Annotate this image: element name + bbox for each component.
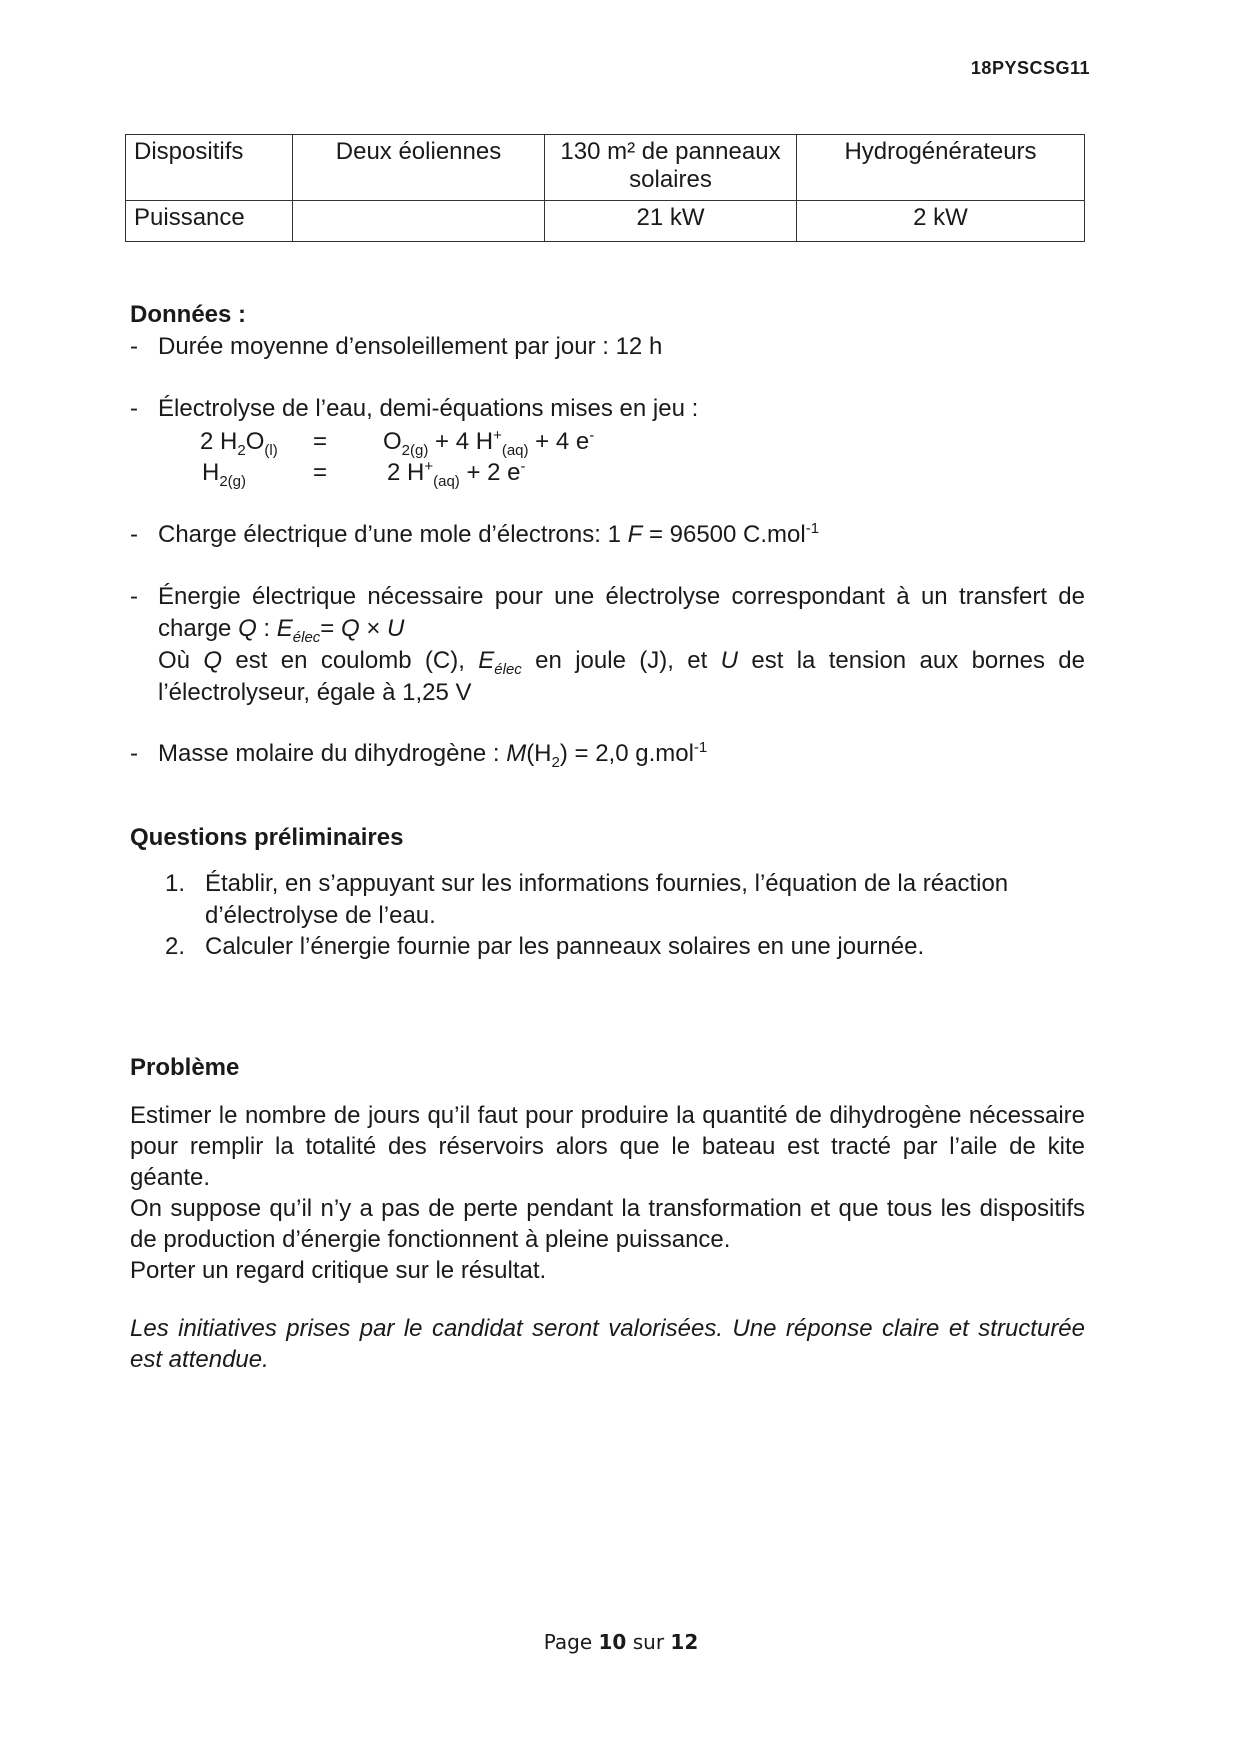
question-item-2: 2. Calculer l’énergie fournie par les panneaux solaires en une journée. (165, 933, 925, 960)
table-row (126, 201, 1085, 242)
table-cell: Deux éoliennes (293, 135, 545, 201)
table-cell: 130 m² de panneaux solaires (545, 135, 797, 201)
candidate-note: Les initiatives prises par le candidat seront valorisées. Une réponse claire et structurée est attendue. (130, 1315, 1085, 1373)
questions-heading: Questions préliminaires (130, 824, 404, 851)
half-equation-1-equal: = (313, 428, 328, 455)
table-row (126, 135, 1085, 201)
devices-table (125, 134, 1085, 242)
table-cell: Puissance (126, 201, 293, 242)
page-number: Page 10 sur 12 (543, 1630, 699, 1654)
document-code: 18PYSCSG11 (970, 58, 1090, 78)
half-equation-1-left: 2 $H_2O_{(l)}$ (200, 428, 278, 459)
probleme-paragraph: Estimer le nombre de jours qu’il faut pour produire la quantité de dihydrogène nécessaire pour remplir la totalité des réservoirs alors que le bateau est tracté par l’aile de kite géante. On suppose qu’il n’y a pas de perte pendant la transformation et que tous les dispositifs de production d’énergie fonctionnent à pleine puissance. Porter un regard critique sur le résultat. (130, 1102, 1085, 1284)
probleme-heading: Problème (130, 1054, 240, 1081)
table-cell: 2 kW (797, 201, 1085, 242)
table-cell (293, 201, 545, 242)
half-equation-2-equal: = (313, 459, 328, 486)
donnees-heading: Données : (130, 301, 247, 328)
data-item-charge: - Charge électrique d’une mole d’électrons: 1 F = 96500 C.mol$^{-1}$ (130, 520, 820, 548)
half-equation-2-right: 2 $H^+_{(aq)} + 2$ e- (387, 458, 526, 490)
data-item-energy: - Énergie électrique nécessaire pour une électrolyse correspondant à un transfert de charge Q : $E_{élec}= Q \times U$ Où Q est en coulomb (C), $E_{élec}$ en joule (J), et U est la tension aux bornes de l’électrolyseur, égale à 1,25 V (130, 583, 1085, 706)
data-item-sunshine: - Durée moyenne d’ensoleillement par jour : 12 h (130, 333, 663, 360)
table-cell: Dispositifs (126, 135, 293, 201)
half-equation-1-right: $O_{2(g)} + 4$ $H^+_{(aq)} + 4$ e- (383, 427, 595, 459)
table-cell: Hydrogénérateurs (797, 135, 1085, 201)
half-equation-2-left: $H_{2(g)}$ (202, 459, 247, 490)
table-cell: 21 kW (545, 201, 797, 242)
data-item-molar-mass: - Masse molaire du dihydrogène : $M(H_2) = 2,0$ g.mol$^{-1}$ (130, 739, 708, 771)
data-item-electrolysis: - Électrolyse de l’eau, demi-équations mises en jeu : (130, 395, 699, 422)
question-item-1: 1. Établir, en s’appuyant sur les informations fournies, l’équation de la réaction d’électrolyse de l’eau. (165, 870, 1009, 929)
